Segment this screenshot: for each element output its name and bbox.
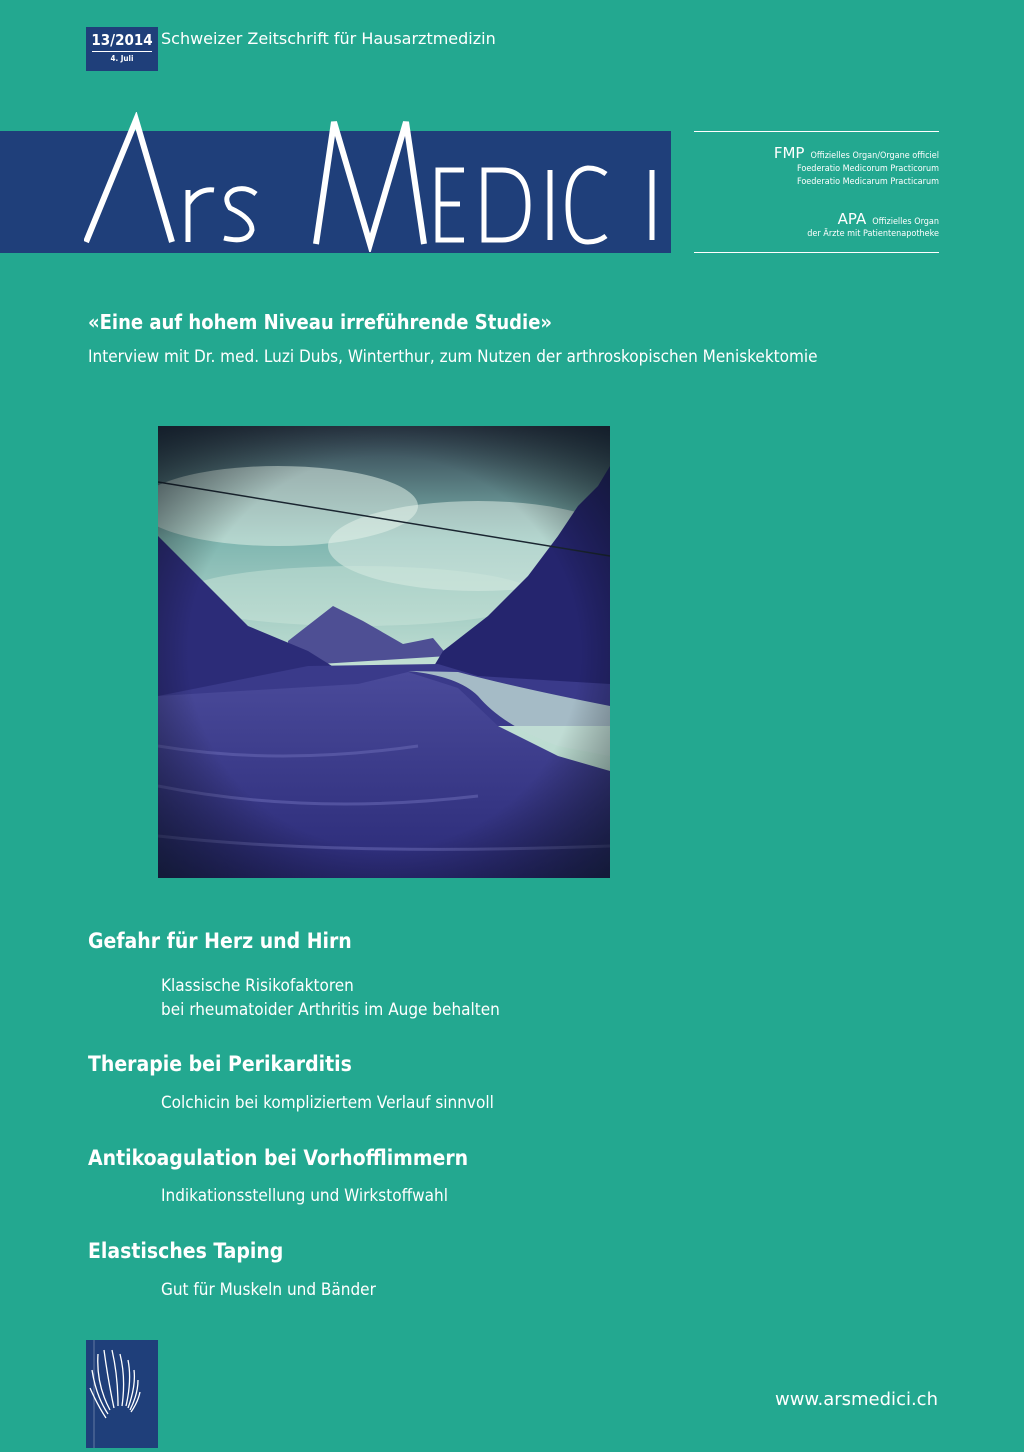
lead-headline: «Eine auf hohem Niveau irreführende Studie»: [88, 310, 553, 334]
apa-line-2: der Ärzte mit Patientenapotheke: [807, 229, 939, 239]
article-description-1-line-1: Klassische Risikofaktoren: [161, 976, 354, 996]
fmp-line-1: Offizielles Organ/Organe officiel: [810, 151, 939, 161]
apa-line-1: Offizielles Organ: [872, 217, 939, 227]
issue-badge: [86, 27, 158, 71]
lead-subheadline: Interview mit Dr. med. Luzi Dubs, Winterthur, zum Nutzen der arthroskopischen Meniskektomie: [88, 347, 818, 367]
official-organ-block: [694, 131, 939, 253]
journal-logo: [84, 112, 674, 252]
issue-divider: [92, 51, 152, 52]
cover-photo: [158, 426, 610, 878]
article-title-1: Gefahr für Herz und Hirn: [88, 929, 352, 953]
article-description-4: Gut für Muskeln und Bänder: [161, 1280, 376, 1300]
bottom-rule: [694, 252, 939, 253]
article-description-3: Indikationsstellung und Wirkstoffwahl: [161, 1186, 448, 1206]
website-url: www.arsmedici.ch: [774, 1389, 938, 1410]
article-description-2: Colchicin bei kompliziertem Verlauf sinnvoll: [161, 1093, 494, 1113]
fmp-line-2: Foederatio Medicorum Practicorum: [797, 164, 939, 174]
article-description-1-line-2: bei rheumatoider Arthritis im Auge behalten: [161, 1000, 500, 1020]
fmp-abbreviation: FMP: [773, 144, 805, 162]
article-title-3: Antikoagulation bei Vorhofflimmern: [88, 1146, 469, 1170]
issue-date: 4. Juli: [110, 54, 134, 63]
article-title-2: Therapie bei Perikarditis: [88, 1052, 352, 1076]
apa-abbreviation: APA: [837, 210, 867, 228]
fan-emblem-icon: [86, 1340, 158, 1448]
top-rule: [694, 131, 939, 132]
fmp-line-3: Foederatio Medicarum Practicarum: [797, 177, 939, 187]
journal-subtitle: Schweizer Zeitschrift für Hausarztmedizin: [161, 29, 496, 48]
publisher-emblem-box: [86, 1340, 158, 1448]
issue-number: 13/2014: [91, 31, 153, 49]
article-title-4: Elastisches Taping: [88, 1239, 284, 1263]
